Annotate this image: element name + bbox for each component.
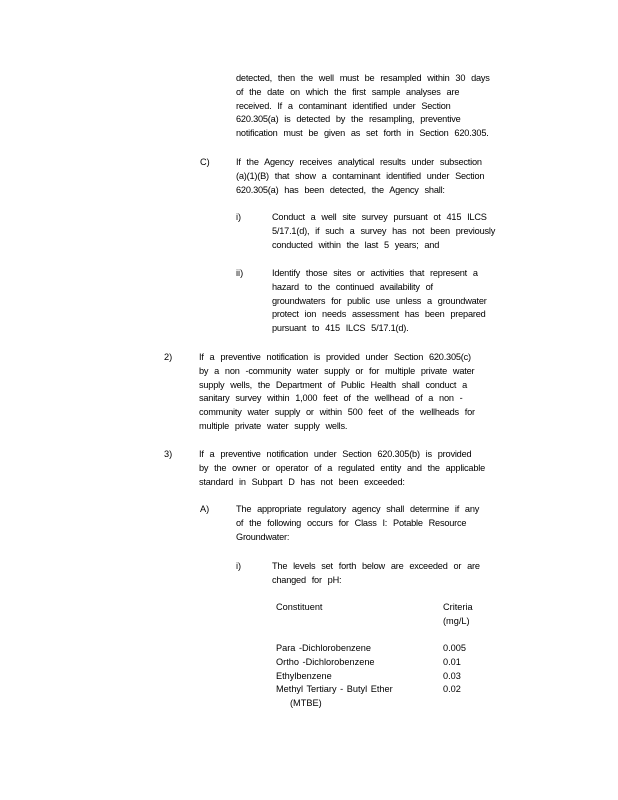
text-line: The appropriate regulatory agency shall determine if any: [236, 504, 480, 514]
table-cell: 0.01: [443, 656, 461, 667]
table-row: Para -Dichlorobenzene: [276, 643, 371, 653]
item-c-label: C): [200, 157, 210, 167]
item-c-i-paragraph: [272, 211, 495, 252]
text-line: 620.305(a) has been detected, the Agency shall:: [236, 184, 445, 195]
text-line: (a)(1)(B) that show a contaminant identified under Section: [236, 170, 485, 181]
text-line: notification must be given as set forth in Section 620.305.: [236, 128, 489, 139]
continuation-paragraph: [236, 72, 490, 141]
text-line: 5/17.1(d), if such a survey has not been previously: [272, 225, 496, 236]
table-cell: 0.02: [443, 684, 461, 695]
item-c-i-label: i): [236, 212, 242, 222]
text-line: The levels set forth below are exceeded or are: [272, 561, 480, 571]
text-line: If a preventive notification under Section 620.305(b) is provided: [199, 449, 472, 459]
item-c-ii-label: ii): [236, 268, 244, 278]
table-header-criteria: [443, 601, 473, 629]
item-3-a-paragraph: [236, 503, 479, 544]
text-line: If a preventive notification is provided under Section 620.305(c): [199, 352, 471, 362]
text-line: detected, then the well must be resampled within 30 days: [236, 73, 490, 83]
table-names-column: [276, 642, 393, 711]
item-2-label: 2): [164, 352, 173, 362]
text-line: by the owner or operator of a regulated entity and the applicable: [199, 462, 485, 473]
table-row: Methyl Tertiary - Butyl Ether: [276, 684, 393, 695]
text-line: pursuant to 415 ILCS 5/17.1(d).: [272, 323, 409, 334]
text-line: of the following occurs for Class I: Potable Resource: [236, 517, 467, 528]
text-line: multiple private water supply wells.: [199, 420, 348, 431]
text-line: supply wells, the Department of Public Health shall conduct a: [199, 379, 468, 390]
table-values-column: [443, 642, 466, 697]
item-c-paragraph: [236, 156, 484, 197]
item-3-a-i-label: i): [236, 561, 242, 571]
table-row-continuation: (MTBE): [290, 698, 322, 709]
text-line: of the date on which the first sample analyses are: [236, 86, 460, 97]
table-cell: 0.005: [443, 643, 466, 653]
item-c-ii-paragraph: [272, 267, 487, 336]
table-row: Ortho -Dichlorobenzene: [276, 656, 375, 667]
text-line: changed for pH:: [272, 574, 342, 585]
table-header-constituent: Constituent: [276, 602, 323, 612]
item-3-a-label: A): [200, 504, 210, 514]
text-line: hazard to the continued availability of: [272, 281, 433, 292]
text-line: received. If a contaminant identified under Section: [236, 100, 451, 111]
table-cell: 0.03: [443, 670, 461, 681]
table-row: Ethylbenzene: [276, 670, 332, 681]
item-3-a-i-paragraph: [272, 560, 480, 588]
text-line: Conduct a well site survey pursuant ot 415 ILCS: [272, 212, 487, 222]
item-3-label: 3): [164, 449, 173, 459]
text-line: Identify those sites or activities that represent a: [272, 268, 478, 278]
item-2-paragraph: [199, 351, 475, 434]
text-line: sanitary survey within 1,000 feet of the wellhead of a non -: [199, 393, 463, 404]
criteria-unit: (mg/L): [443, 615, 470, 626]
item-3-paragraph: [199, 448, 485, 489]
text-line: groundwaters for public use unless a groundwater: [272, 295, 487, 306]
text-line: protect ion needs assessment has been prepared: [272, 309, 486, 320]
criteria-label: Criteria: [443, 602, 473, 612]
text-line: standard in Subpart D has not been exceeded:: [199, 476, 405, 487]
text-line: Groundwater:: [236, 531, 290, 542]
text-line: 620.305(a) is detected by the resampling, preventive: [236, 114, 461, 125]
text-line: community water supply or within 500 feet of the wellheads for: [199, 407, 475, 418]
text-line: If the Agency receives analytical results under subsection: [236, 157, 482, 167]
text-line: by a non -community water supply or for multiple private water: [199, 365, 475, 376]
text-line: conducted within the last 5 years; and: [272, 239, 440, 250]
